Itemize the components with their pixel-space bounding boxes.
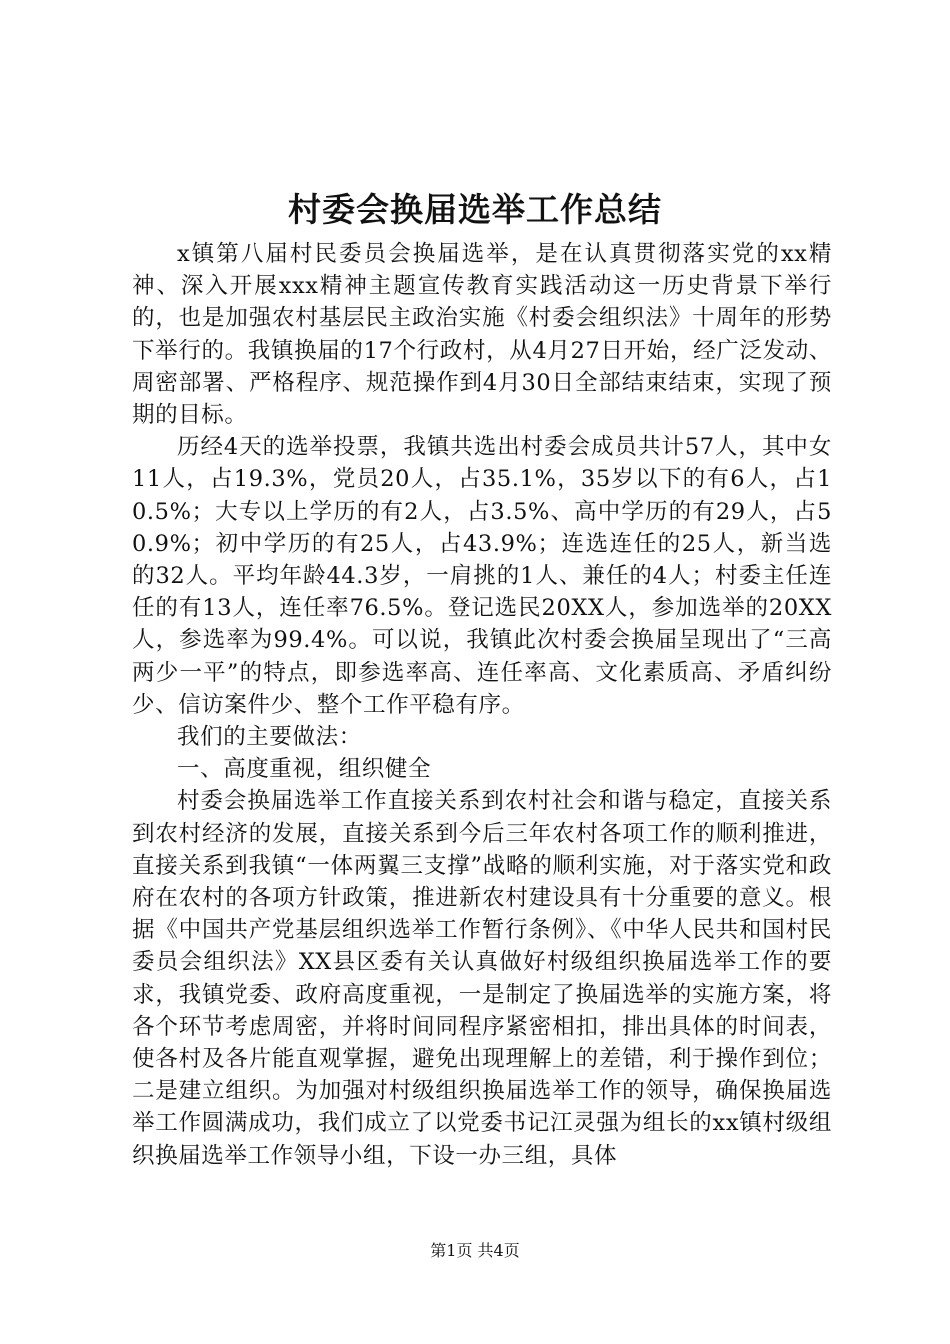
paragraph-methods-heading: 我们的主要做法：	[177, 724, 362, 751]
page-number: 第1页 共4页	[430, 1241, 520, 1260]
paragraph-section-1-body: 村委会换届选举工作直接关系到农村社会和谐与稳定，直接关系到农村经济的发展，直接关系到今后三年农村各项工作的顺利推进，直接关系到我镇“一体两翼三支撑”战略的顺利实施，对于落实党和政府在农村的各项方针政策，推进新农村建设具有十分重要的意义。根据《中国共产党基层组织选举工作暂行条例》、《中华人民共和国村民委员会组织法》XX县区委有关认真做好村级组织换届选举工作的要求，我镇党委、政府高度重视，一是制定了换届选举的实施方案，将各个环节考虑周密，并将时间同程序紧密相扣，排出具体的时间表，使各村及各片能直观掌握，避免出现理解上的差错，利于操作到位；二是建立组织。为加强对村级组织换届选举工作的领导，确保换届选举工作圆满成功，我们成立了以党委书记江灵强为组长的xx镇村级组织换届选举工作领导小组，下设一办三组，具体	[132, 788, 832, 1169]
page-footer	[0, 1240, 950, 1262]
paragraph-intro: x镇第八届村民委员会换届选举，是在认真贯彻落实党的xx精神、深入开展xxx精神主题宣传教育实践活动这一历史背景下举行的，也是加强农村基层民主政治实施《村委会组织法》十周年的形势下举行的。我镇换届的17个行政村，从4月27日开始，经广泛发动、周密部署、严格程序、规范操作到4月30日全部结束结束，实现了预期的目标。	[132, 241, 832, 429]
section-heading-1: 一、高度重视，组织健全	[177, 756, 432, 783]
paragraph-statistics: 历经4天的选举投票，我镇共选出村委会成员共计57人，其中女11人，占19.3%，党员20人，占35.1%，35岁以下的有6人，占10.5%；大专以上学历的有2人，占3.5%、高中学历的有29人，占50.9%；初中学历的有25人，占43.9%；连选连任的25人，新当选的32人。平均年龄44.3岁，一肩挑的1人、兼任的4人；村委主任连任的有13人，连任率76.5%。登记选民20XX人，参加选举的20XX人，参选率为99.4%。可以说，我镇此次村委会换届呈现出了“三高两少一平”的特点，即参选率高、连任率高、文化素质高、矛盾纠纷少、信访案件少、整个工作平稳有序。	[132, 434, 832, 718]
document-title: 村委会换届选举工作总结	[288, 190, 662, 229]
document-body	[132, 238, 832, 1172]
